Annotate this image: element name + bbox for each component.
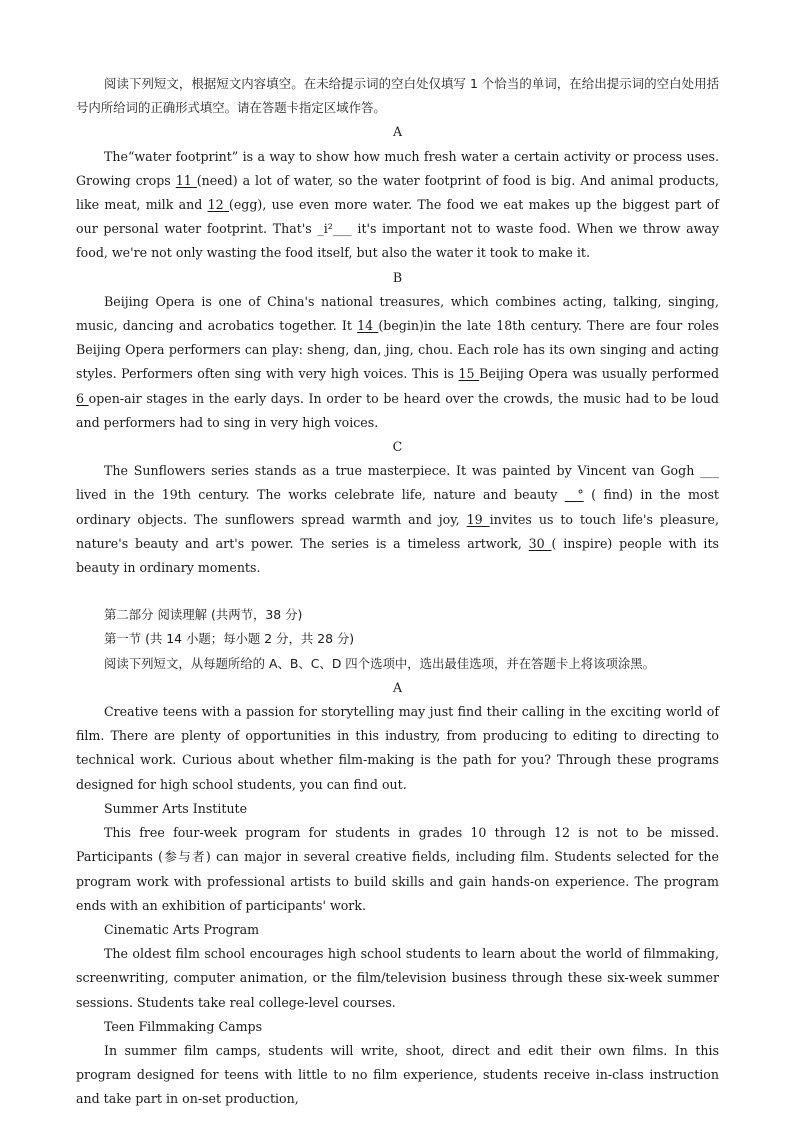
program-description: In summer film camps, students will write, shoot, direct and edit their own films. In this program designed for teens with little to no film experience, students receive in-class instruction and take part in on-set production, bbox=[76, 1042, 719, 1107]
blank-20: 30 bbox=[528, 535, 552, 551]
program-description: This free four-week program for students in grades 10 through 12 is not to be missed. Participants (参与者) can major in several creative fields, including film. Students selected for the program work with professional artists to build skills and gain hands-on experience. The program ends with an exhibition of participants' work. bbox=[76, 825, 719, 913]
reading-instructions: 阅读下列短文，从每题所给的 A、B、C、D 四个选项中，选出最佳选项，并在答题卡上将该项涂黑。 bbox=[104, 655, 656, 671]
passage-a-letter: A bbox=[392, 124, 403, 140]
blank-18: __° bbox=[564, 487, 584, 503]
blank-17: ___ bbox=[700, 463, 719, 479]
part-two-heading: 第二部分 阅读理解 (共两节，38 分) bbox=[104, 607, 303, 623]
blank-11: 11 bbox=[175, 172, 197, 188]
passage-c-text: The Sunflowers series stands as a true masterpiece. It was painted by Vincent van Gogh ___ lived in the 19th century. The works celebrate life, nature and beauty __° ( find) in the most ordinary objects. The sunflowers spread warmth and joy, 19 invites us to touch life's pleasure, nature's beauty and art's power. The series is a timeless artwork, 30 ( inspire) people with its beauty in ordinary moments. bbox=[76, 463, 719, 576]
program-title: Summer Arts Institute bbox=[104, 800, 248, 816]
blank-14: 14 bbox=[357, 318, 379, 334]
program-title: Teen Filmmaking Camps bbox=[104, 1018, 263, 1034]
program-description: The oldest film school encourages high school students to learn about the world of filmmaking, screenwriting, computer animation, or the film/television business through these six-week summer sessions. Students take real college-level courses. bbox=[76, 946, 719, 1010]
cloze-instructions: 阅读下列短文，根据短文内容填空。在未给提示词的空白处仅填写 1 个恰当的单词，在给出提示词的空白处用括号内所给词的正确形式填空。请在答题卡指定区域作答。 bbox=[76, 76, 719, 116]
blank-12: 12 bbox=[207, 197, 229, 213]
passage-c-letter: C bbox=[392, 439, 403, 455]
blank-19: 19 bbox=[466, 511, 490, 527]
section-one-heading: 第一节 (共 14 小题；每小题 2 分，共 28 分) bbox=[104, 631, 355, 647]
blank-13: _i²___ bbox=[317, 221, 352, 237]
blank-15: 15 bbox=[458, 366, 480, 382]
passage-a-text: The“water footprint” is a way to show how much fresh water a certain activity or process uses. Growing crops 11 (need) a lot of water, so the water footprint of food is big. And animal products, like meat, milk and 12 (egg), use even more water. The food we eat makes up the biggest part of our personal water footprint. That's _i²___ it's important not to waste food. When we throw away food, we're not only wasting the food itself, but also the water it took to make it. bbox=[76, 148, 720, 261]
passage-b-text: Beijing Opera is one of China's national treasures, which combines acting, talking, singing, music, dancing and acrobatics together. It 14 (begin)in the late 18th century. There are four roles Beijing Opera performers can play: sheng, dan, jing, chou. Each role has its own singing and acting styles. Performers often sing with very high voices. This is 15 Beijing Opera was usually performed 6 open-air stages in the early days. In order to be heard over the crowds, the music had to be loud and performers had to sing in very high voices. bbox=[76, 293, 720, 430]
program-title: Cinematic Arts Program bbox=[104, 921, 260, 937]
exam-page bbox=[76, 72, 719, 1112]
reading-passage-a-letter: A bbox=[392, 679, 403, 695]
passage-b-letter: B bbox=[392, 269, 403, 285]
reading-intro: Creative teens with a passion for storytelling may just find their calling in the exciting world of film. There are plenty of opportunities in this industry, from producing to editing to directing to technical work. Curious about whether film-making is the path for you? Through these programs designed for high school students, you can find out. bbox=[76, 704, 719, 792]
blank-16: 6 bbox=[76, 390, 89, 406]
